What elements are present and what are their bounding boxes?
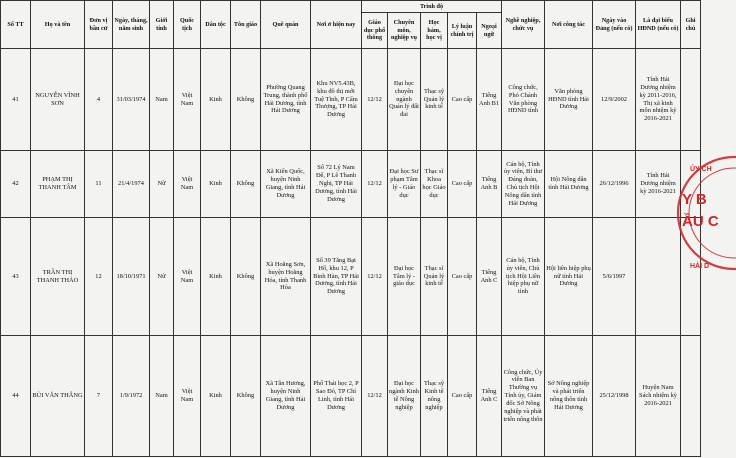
cell-nationality: Việt Nam [174, 49, 201, 151]
cell-council: Tỉnh Hải Dương nhiệm kỳ 2016-2021 [636, 151, 681, 218]
header-name: Họ và tên [31, 1, 85, 49]
cell-general-edu: 12/12 [362, 151, 388, 218]
cell-stt: 42 [1, 151, 31, 218]
official-stamp-seal [676, 128, 736, 298]
header-language: Ngoại ngữ [477, 13, 502, 49]
header-occupation: Nghề nghiệp, chức vụ [502, 1, 545, 49]
cell-name: TRẦN THỊ THANH THẢO [31, 218, 85, 336]
header-politics: Lý luận chính trị [448, 13, 477, 49]
cell-note [681, 336, 701, 457]
cell-ethnicity: Kinh [201, 151, 231, 218]
cell-council: Tỉnh Hải Dương nhiệm kỳ 2011-2016, Thị xã kinh môn nhiệm kỳ 2016-2021 [636, 49, 681, 151]
cell-hometown: Xã Tân Hương, huyện Ninh Giang, tỉnh Hải Dương [261, 336, 311, 457]
header-specialty: Chuyên môn, nghiệp vụ [388, 13, 421, 49]
cell-name: PHẠM THỊ THANH TÂM [31, 151, 85, 218]
header-stt: Số TT [1, 1, 31, 49]
table-row [1, 336, 701, 457]
cell-name: BÙI VĂN THẮNG [31, 336, 85, 457]
cell-dob: 31/03/1974 [113, 49, 150, 151]
cell-unit: 11 [85, 151, 113, 218]
cell-ethnicity: Kinh [201, 218, 231, 336]
cell-general-edu: 12/12 [362, 49, 388, 151]
header-gender: Giới tính [150, 1, 174, 49]
cell-religion: Không [231, 336, 261, 457]
cell-politics: Cao cấp [448, 336, 477, 457]
cell-hometown: Xã Hoằng Sơn, huyện Hoằng Hóa, tỉnh Thanh Hóa [261, 218, 311, 336]
header-hometown: Quê quán [261, 1, 311, 49]
cell-residence: Khu NV5.43B, khu đô thị mới Tuệ Tĩnh, P Cẩm Thượng, TP Hải Dương [311, 49, 362, 151]
cell-hometown: Xã Kiến Quốc, huyện Ninh Giang, tỉnh Hải Dương [261, 151, 311, 218]
table-row [1, 151, 701, 218]
cell-dob: 18/10/1971 [113, 218, 150, 336]
header-dob: Ngày, tháng, năm sinh [113, 1, 150, 49]
cell-council [636, 218, 681, 336]
cell-general-edu: 12/12 [362, 218, 388, 336]
cell-occupation: Cán bộ, Tỉnh ủy viên, Bí thư Đảng đoàn, Chủ tịch Hội Nông dân tỉnh Hải Dương [502, 151, 545, 218]
cell-gender: Nam [150, 49, 174, 151]
cell-nationality: Việt Nam [174, 151, 201, 218]
cell-party-date: 5/6/1997 [593, 218, 636, 336]
cell-language: Tiếng Anh C [477, 336, 502, 457]
table-row [1, 49, 701, 151]
cell-workplace: Hội Nông dân tỉnh Hải Dương [545, 151, 593, 218]
header-workplace: Nơi công tác [545, 1, 593, 49]
cell-occupation: Công chức, Ủy viên Ban Thường vụ Tỉnh ủy, Giám đốc Sở Nông nghiệp và phát triển nông thôn [502, 336, 545, 457]
cell-party-date: 12/9/2002 [593, 49, 636, 151]
cell-name: NGUYỄN VĨNH SƠN [31, 49, 85, 151]
cell-ethnicity: Kinh [201, 336, 231, 457]
cell-specialty: Đại học ngành Kinh tế Nông nghiệp [388, 336, 421, 457]
cell-religion: Không [231, 151, 261, 218]
cell-dob: 1/9/1972 [113, 336, 150, 457]
cell-general-edu: 12/12 [362, 336, 388, 457]
cell-gender: Nam [150, 336, 174, 457]
table-row [1, 218, 701, 336]
cell-stt: 44 [1, 336, 31, 457]
cell-unit: 7 [85, 336, 113, 457]
cell-nationality: Việt Nam [174, 336, 201, 457]
header-general-edu: Giáo dục phổ thông [362, 13, 388, 49]
cell-language: Tiếng Anh B [477, 151, 502, 218]
cell-workplace: Hội liên hiệp phụ nữ tỉnh Hải Dương [545, 218, 593, 336]
cell-council: Huyện Nam Sách nhiệm kỳ 2016-2021 [636, 336, 681, 457]
cell-stt: 41 [1, 49, 31, 151]
header-ethnicity: Dân tộc [201, 1, 231, 49]
cell-degree: Thạc sỹ Quản lý kinh tế [421, 49, 448, 151]
header-party-date: Ngày vào Đảng (nếu có) [593, 1, 636, 49]
cell-religion: Không [231, 218, 261, 336]
cell-dob: 21/4/1974 [113, 151, 150, 218]
cell-workplace: Sở Nông nghiệp và phát triển nông thôn tỉnh Hải Dương [545, 336, 593, 457]
header-residence: Nơi ở hiện nay [311, 1, 362, 49]
cell-nationality: Việt Nam [174, 218, 201, 336]
cell-unit: 12 [85, 218, 113, 336]
stamp-text-mid: Y B [682, 191, 707, 208]
cell-specialty: Đại học Sư phạm Tâm lý - Giáo dục [388, 151, 421, 218]
header-education-group: Trình độ [362, 1, 502, 13]
cell-ethnicity: Kinh [201, 49, 231, 151]
cell-politics: Cao cấp [448, 49, 477, 151]
cell-gender: Nữ [150, 218, 174, 336]
stamp-text-mid2: ẦU C [682, 213, 719, 230]
stamp-text-bottom: HẢI D [690, 263, 710, 270]
cell-specialty: Đại học Tâm lý - giáo dục [388, 218, 421, 336]
cell-degree: Thạc sỹ Kinh tế nông nghiệp [421, 336, 448, 457]
cell-religion: Không [231, 49, 261, 151]
cell-unit: 4 [85, 49, 113, 151]
cell-language: Tiếng Anh B1 [477, 49, 502, 151]
cell-party-date: 26/12/1996 [593, 151, 636, 218]
cell-language: Tiếng Anh C [477, 218, 502, 336]
cell-specialty: Đại học chuyên ngành Quản lý đất đai [388, 49, 421, 151]
cell-party-date: 25/12/1998 [593, 336, 636, 457]
cell-stt: 43 [1, 218, 31, 336]
header-degree: Học hàm, học vị [421, 13, 448, 49]
cell-residence: Số 39 Tăng Bạt Hổ, khu 12, P Bình Hàn, TP Hải Dương, tỉnh Hải Dương [311, 218, 362, 336]
cell-residence: Số 72 Lý Nam Đế, P Lê Thanh Nghị, TP Hải Dương, tỉnh Hải Dương [311, 151, 362, 218]
cell-residence: Phố Thái học 2, P Sao Đỏ, TP Chí Linh, tỉnh Hải Dương [311, 336, 362, 457]
header-council: Là đại biểu HĐND (nếu có) [636, 1, 681, 49]
cell-politics: Cao cấp [448, 151, 477, 218]
cell-politics: Cao cấp [448, 218, 477, 336]
cell-occupation: Cán bộ, Tỉnh ủy viên, Chủ tịch Hội Liên hiệp phụ nữ tỉnh [502, 218, 545, 336]
cell-occupation: Công chức, Phó Chánh Văn phòng HĐND tỉnh [502, 49, 545, 151]
stamp-text-top: ỦY CH [690, 166, 712, 173]
cell-hometown: Phường Quang Trung, thành phố Hải Dương, tỉnh Hải Dương [261, 49, 311, 151]
header-religion: Tôn giáo [231, 1, 261, 49]
cell-gender: Nữ [150, 151, 174, 218]
header-nationality: Quốc tịch [174, 1, 201, 49]
cell-degree: Thạc sĩ Khoa học Giáo dục [421, 151, 448, 218]
cell-degree: Thạc sĩ Quản lý kinh tế [421, 218, 448, 336]
cell-workplace: Văn phòng HĐND tỉnh Hải Dương [545, 49, 593, 151]
header-unit: Đơn vị bầu cử [85, 1, 113, 49]
header-note: Ghi chú [681, 1, 701, 49]
